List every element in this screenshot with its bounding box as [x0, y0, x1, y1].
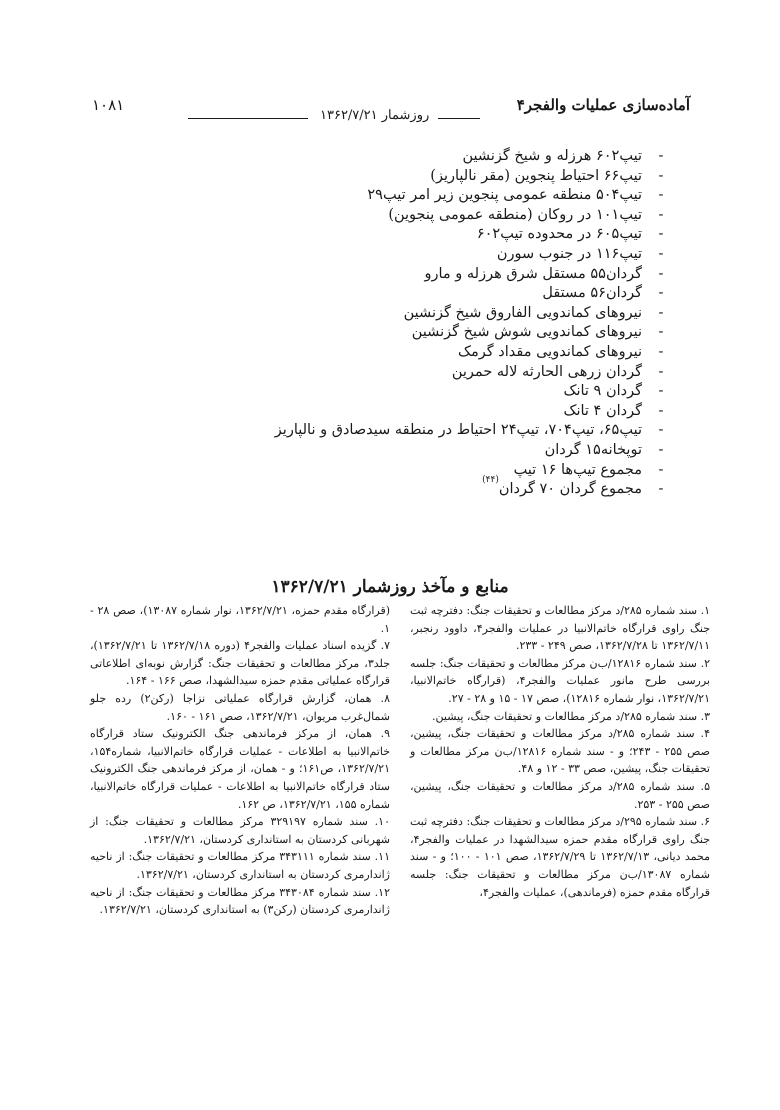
unit-item — [100, 206, 680, 226]
bullet-dash: - — [658, 245, 664, 262]
bullet-dash: - — [658, 422, 664, 439]
unit-item — [100, 245, 680, 265]
unit-text: نیروهای کماندویی مقداد گرمک — [458, 343, 642, 360]
unit-text: تیپ۶۰۲ هرزله و شیخ گزنشین — [462, 148, 642, 164]
bullet-dash: - — [658, 402, 664, 419]
unit-item — [100, 167, 680, 187]
bullet-dash: - — [658, 363, 664, 380]
unit-text: تیپ۶۰۵ در محدوده تیپ۶۰۲ — [476, 226, 642, 243]
footnote-marker: (۴۴) — [482, 475, 499, 486]
unit-item — [100, 441, 680, 461]
source-entry: ۳. سند شماره ۲۸۵/د مرکز مطالعات و تحقیقات جنگ، پیشین. — [432, 709, 710, 723]
unit-text: گردان ۹ تانک — [563, 383, 642, 400]
unit-item — [100, 363, 680, 383]
source-entry: ۴. سند شماره ۲۸۵/د مرکز مطالعات و تحقیقات جنگ، پیشین، صص ۲۵۵ - ۲۴۳؛ و - سند شماره ۱۲۸۱۶/ب‌ن مرکز مطالعات و تحقیقات جنگ، پیشین، صص ۳۳ - ۱۲ و ۴۸. — [410, 727, 710, 776]
sources-column-right — [410, 602, 710, 901]
source-entry: ۱. سند شماره ۲۸۵/د مرکز مطالعات و تحقیقات جنگ: دفترچه ثبت جنگ راوی قرارگاه خاتم‌الانبیا در عملیات والفجر۴، داوود رنجبر، ۱۳۶۲/۷/۱۱ تا ۱۳۶۲/۷/۲۸، صص ۲۴۹ - ۲۳۳. — [410, 604, 710, 653]
unit-text: نیروهای کماندویی الفاروق شیخ گزنشین — [403, 304, 642, 321]
unit-text: تیپ۶۵، تیپ۷۰۴، تیپ۲۴ احتیاط در منطقه سیدصادق و نالپاریز — [274, 422, 642, 439]
unit-text: تیپ۱۰۱ در روکان (منطقه عمومی پنجوین) — [388, 206, 642, 223]
unit-list — [100, 147, 680, 500]
unit-item — [100, 461, 680, 481]
unit-item — [100, 304, 680, 324]
source-entry: ۸. همان، گزارش قرارگاه عملیاتی نزاجا (رکن۲) رده جلو شمال‌غرب مریوان، ۱۳۶۲/۷/۲۱، صص ۱۶۱ - ۱۶۰. — [90, 691, 390, 723]
bullet-dash: - — [658, 206, 664, 223]
unit-text: نیروهای کماندویی شوش شیخ گزنشین — [411, 324, 642, 341]
bullet-dash: - — [658, 304, 664, 321]
unit-item — [100, 225, 680, 245]
bullet-dash: - — [658, 167, 664, 184]
running-header-title: آماده‌سازی عملیات والفجر۴ — [516, 96, 690, 114]
header-rule-right — [438, 118, 480, 119]
bullet-dash: - — [658, 148, 664, 164]
unit-text: توپخانه۱۵ گردان — [544, 441, 642, 458]
source-entry: ۶. سند شماره ۲۹۵/د مرکز مطالعات و تحقیقات جنگ: دفترچه ثبت جنگ راوی قرارگاه مقدم حمزه سیدالشهدا در عملیات والفجر۴، محمد دیانی، ۱۳۶۲/۷/۱۳ تا ۱۳۶۲/۷/۲۹، صص ۱۰۱ - ۱۰۰؛ و - سند شماره ۱۳۰۸۷/ب‌ن مرکز مطالعات و تحقیقات جنگ: جلسه قرارگاه مقدم حمزه (فرماندهی)، عملیات والفجر۴، — [410, 815, 710, 899]
unit-item — [100, 402, 680, 422]
unit-text: گردان۵۵ مستقل شرق هرزله و مارو — [424, 265, 642, 282]
bullet-dash: - — [658, 343, 664, 360]
unit-text: گردان زرهی الحارثه لاله حمرین — [451, 363, 642, 380]
unit-item — [100, 323, 680, 343]
source-entry: ۷. گزیده اسناد عملیات والفجر۴ (دوره ۱۳۶۲/۷/۱۸ تا ۱۳۶۲/۷/۲۱)، جلد۳، مرکز مطالعات و تحقیقات جنگ: گزارش نوبه‌ای اطلاعاتی قرارگاه عملیاتی مقدم حمزه سیدالشهدا، صص ۱۶۶ - ۱۶۴. — [90, 639, 391, 688]
bullet-dash: - — [658, 187, 664, 204]
bullet-dash: - — [658, 481, 664, 498]
page-number: ۱۰۸۱ — [92, 96, 125, 114]
bullet-dash: - — [658, 226, 664, 243]
unit-item — [100, 382, 680, 402]
running-header-diary-date: روزشمار ۱۳۶۲/۷/۲۱ — [320, 108, 430, 123]
unit-item — [100, 475, 680, 500]
bullet-dash: - — [658, 383, 664, 400]
unit-item — [100, 186, 680, 206]
unit-item — [100, 147, 680, 167]
source-entry: ۱۱. سند شماره ۳۴۳۱۱۱ مرکز مطالعات و تحقیقات جنگ: از ناحیه ژاندارمری کردستان به استانداری کردستان، ۱۳۶۲/۷/۲۱. — [90, 850, 390, 881]
unit-item — [100, 265, 680, 285]
source-entry: ۹. همان، از مرکز فرماندهی جنگ الکترونیک ستاد قرارگاه خاتم‌الانبیا به اطلاعات - عملیات قرارگاه خاتم‌الانبیا، شماره۱۵۴، ۱۳۶۲/۷/۲۱، ص۱۶۱؛ و - همان، از مرکز فرماندهی جنگ الکترونیک ستاد قرارگاه خاتم‌الانبیا به اطلاعات - عملیات قرارگاه خاتم‌الانبیا، شماره ۱۵۵، ۱۳۶۲/۷/۲۱، ص ۱۶۲. — [90, 727, 390, 811]
unit-text: تیپ۶۶ احتیاط پنجوین (مقر نالپاریز) — [430, 167, 642, 184]
source-entry: ۲. سند شماره ۱۲۸۱۶/ب‌ن مرکز مطالعات و تحقیقات جنگ: جلسه بررسی طرح مانور عملیات والفجر۴، (قرارگاه خاتم‌الانبیا، ۱۳۶۲/۷/۲۱، نوار شماره ۱۲۸۱۶)، صص ۱۷ - ۱۵ و ۲۸ - ۲۷. — [410, 656, 710, 705]
unit-text: مجموع تیپ‌ها ۱۶ تیپ — [513, 461, 642, 478]
unit-text: مجموع گردان ۷۰ گردان — [498, 481, 642, 498]
bullet-dash: - — [658, 461, 664, 478]
header-rule-left — [188, 118, 308, 119]
unit-item — [100, 284, 680, 304]
sources-column-left — [90, 602, 390, 919]
unit-text: تیپ۱۱۶ در جنوب سورن — [496, 245, 642, 262]
source-entry: ۵. سند شماره ۲۸۵/د مرکز مطالعات و تحقیقات جنگ، پیشین، صص ۲۵۵ - ۲۵۳. — [410, 779, 710, 811]
unit-text: گردان۵۶ مستقل — [542, 285, 642, 302]
unit-item — [100, 421, 680, 441]
bullet-dash: - — [658, 265, 664, 282]
bullet-dash: - — [658, 285, 664, 302]
unit-item — [100, 343, 680, 363]
bullet-dash: - — [658, 441, 664, 458]
bullet-dash: - — [658, 324, 664, 341]
sources-heading: منابع و مآخذ روزشمار ۱۳۶۲/۷/۲۱ — [271, 577, 509, 597]
unit-text: گردان ۴ تانک — [563, 402, 642, 419]
source-entry: ۱۰. سند شماره ۳۲۹۱۹۷ مرکز مطالعات و تحقیقات جنگ: از شهربانی کردستان به استانداری کردستان، ۱۳۶۲/۷/۲۱. — [90, 815, 390, 846]
source-entry: ۱۲. سند شماره ۳۴۳۰۸۴ مرکز مطالعات و تحقیقات جنگ: از ناحیه ژاندارمری کردستان (رکن۳) به استانداری کردستان، ۱۳۶۲/۷/۲۱. — [90, 885, 390, 917]
source-entry: (قرارگاه مقدم حمزه، ۱۳۶۲/۷/۲۱، نوار شماره ۱۳۰۸۷)، صص ۲۸ - ۱. — [90, 604, 390, 635]
unit-text: تیپ۵۰۴ منطقه عمومی پنجوین زیر امر تیپ۲۹ — [367, 187, 642, 204]
